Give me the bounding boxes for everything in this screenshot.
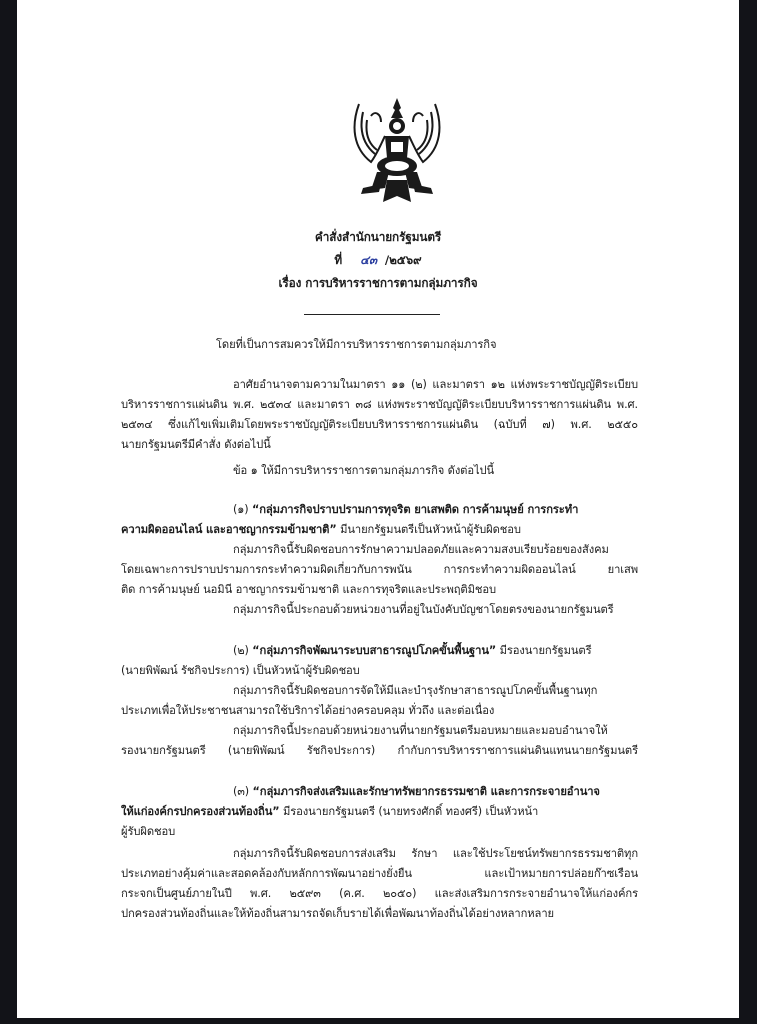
group-1-head: มีนายกรัฐมนตรีเป็นหัวหน้าผู้รับผิดชอบ [336,523,521,536]
group-1-number: (๑) [233,503,249,516]
authority-line-1: อาศัยอำนาจตามความในมาตรา ๑๑ (๒) และมาตรา ๑๒ แห่งพระราชบัญญัติระเบียบ [233,378,638,391]
group-1-title [233,502,578,518]
group-2-composition-1: กลุ่มภารกิจนี้ประกอบด้วยหน่วยงานที่นายกรัฐมนตรีมอบหมายและมอบอำนาจให้ [233,724,608,737]
group-2-head-line-1: มีรองนายกรัฐมนตรี [496,644,592,657]
order-number-year: /๒๕๖๙ [384,253,422,267]
group-2-responsibility-1: กลุ่มภารกิจนี้รับผิดชอบการจัดให้มีและบำรุงรักษาสาธารณูปโภคขั้นพื้นฐานทุก [233,684,598,697]
group-3-responsibility-3: กระจกเป็นศูนย์ภายในปี พ.ศ. ๒๕๙๓ (ค.ศ. ๒๐๕๐) และส่งเสริมการกระจายอำนาจให้แก่องค์กร [121,887,638,900]
group-1-title-line-1: “กลุ่มภารกิจปราบปรามการทุจริต ยาเสพติด การค้ามนุษย์ การกระทำ [252,503,579,516]
authority-line-3: ๒๕๓๔ ซึ่งแก้ไขเพิ่มเติมโดยพระราชบัญญัติระเบียบบริหารราชการแผ่นดิน (ฉบับที่ ๗) พ.ศ. ๒๕๕๐ [121,418,638,431]
authority-line-2: บริหารราชการแผ่นดิน พ.ศ. ๒๕๓๔ และมาตรา ๓๘ แห่งพระราชบัญญัติระเบียบบริหารราชการแผ่นดิน พ.ศ. [121,398,638,411]
order-number-prefix: ที่ [334,253,343,267]
title-divider [304,314,440,315]
group-2-head-line-2: (นายพิพัฒน์ รัชกิจประการ) เป็นหัวหน้าผู้รับผิดชอบ [121,664,360,677]
group-2-composition-2: รองนายกรัฐมนตรี (นายพิพัฒน์ รัชกิจประการ) กำกับการบริหารราชการแผ่นดินแทนนายกรัฐมนตรี [121,744,638,757]
group-2-title [233,643,591,659]
group-2-title-line-1: “กลุ่มภารกิจพัฒนาระบบสาธารณูปโภคขั้นพื้นฐาน” [252,644,497,657]
group-3-title [233,784,600,800]
group-3-responsibility-2: ประเภทอย่างคุ้มค่าและสอดคล้องกับหลักการพัฒนาอย่างยั่งยืน และเป้าหมายการปล่อยก๊าซเรือน [121,867,638,880]
group-1-responsibility-1: กลุ่มภารกิจนี้รับผิดชอบการรักษาความปลอดภัยและความสงบเรียบร้อยของสังคม [233,543,609,556]
group-1-responsibility-2: โดยเฉพาะการปราบปรามการกระทำความผิดเกี่ยวกับการพนัน การกระทำความผิดออนไลน์ ยาเสพ [121,563,638,576]
order-subject: เรื่อง การบริหารราชการตามกลุ่มภารกิจ [278,276,478,290]
group-1-title-line-2: ความผิดออนไลน์ และอาชญากรรมข้ามชาติ” [121,523,337,536]
group-3-title-line-2: ให้แก่องค์กรปกครองส่วนท้องถิ่น” [121,805,280,818]
order-title: คำสั่งสำนักนายกรัฐมนตรี [314,230,442,244]
garuda-emblem-icon [341,96,453,206]
order-number [17,252,739,268]
clause-1-text: ข้อ ๑ ให้มีการบริหารราชการตามกลุ่มภารกิจ ดังต่อไปนี้ [233,464,495,477]
document-page [17,0,739,1018]
preamble-text: โดยที่เป็นการสมควรให้มีการบริหารราชการตามกลุ่มภารกิจ [216,338,497,351]
group-2-number: (๒) [233,644,249,657]
group-3-responsibility-4: ปกครองส่วนท้องถิ่นและให้ท้องถิ่นสามารถจัดเก็บรายได้เพื่อพัฒนาท้องถิ่นได้อย่างหลากหลาย [121,907,554,920]
group-3-responsibility-1: กลุ่มภารกิจนี้รับผิดชอบการส่งเสริม รักษา และใช้ประโยชน์ทรัพยากรธรรมชาติทุก [233,847,638,860]
group-1-composition-1: กลุ่มภารกิจนี้ประกอบด้วยหน่วยงานที่อยู่ในบังคับบัญชาโดยตรงของนายกรัฐมนตรี [233,603,614,616]
group-1-responsibility-3: ติด การค้ามนุษย์ นอมินี อาชญากรรมข้ามชาติ และการทุจริตและประพฤติมิชอบ [121,583,496,596]
authority-line-4: นายกรัฐมนตรีมีคำสั่ง ดังต่อไปนี้ [121,438,271,451]
group-2-responsibility-2: ประเภทเพื่อให้ประชาชนสามารถใช้บริการได้อย่างครอบคลุม ทั่วถึง และต่อเนื่อง [121,704,495,717]
group-3-head-line-1: มีรองนายกรัฐมนตรี (นายทรงศักดิ์ ทองศรี) เป็นหัวหน้า [279,805,539,818]
group-3-number: (๓) [233,785,250,798]
group-3-head-line-2: ผู้รับผิดชอบ [121,825,176,838]
order-number-handwritten: ๔๓ [360,253,377,267]
group-3-title-line-1: “กลุ่มภารกิจส่งเสริมและรักษาทรัพยากรธรรมชาติ และการกระจายอำนาจ [252,785,600,798]
